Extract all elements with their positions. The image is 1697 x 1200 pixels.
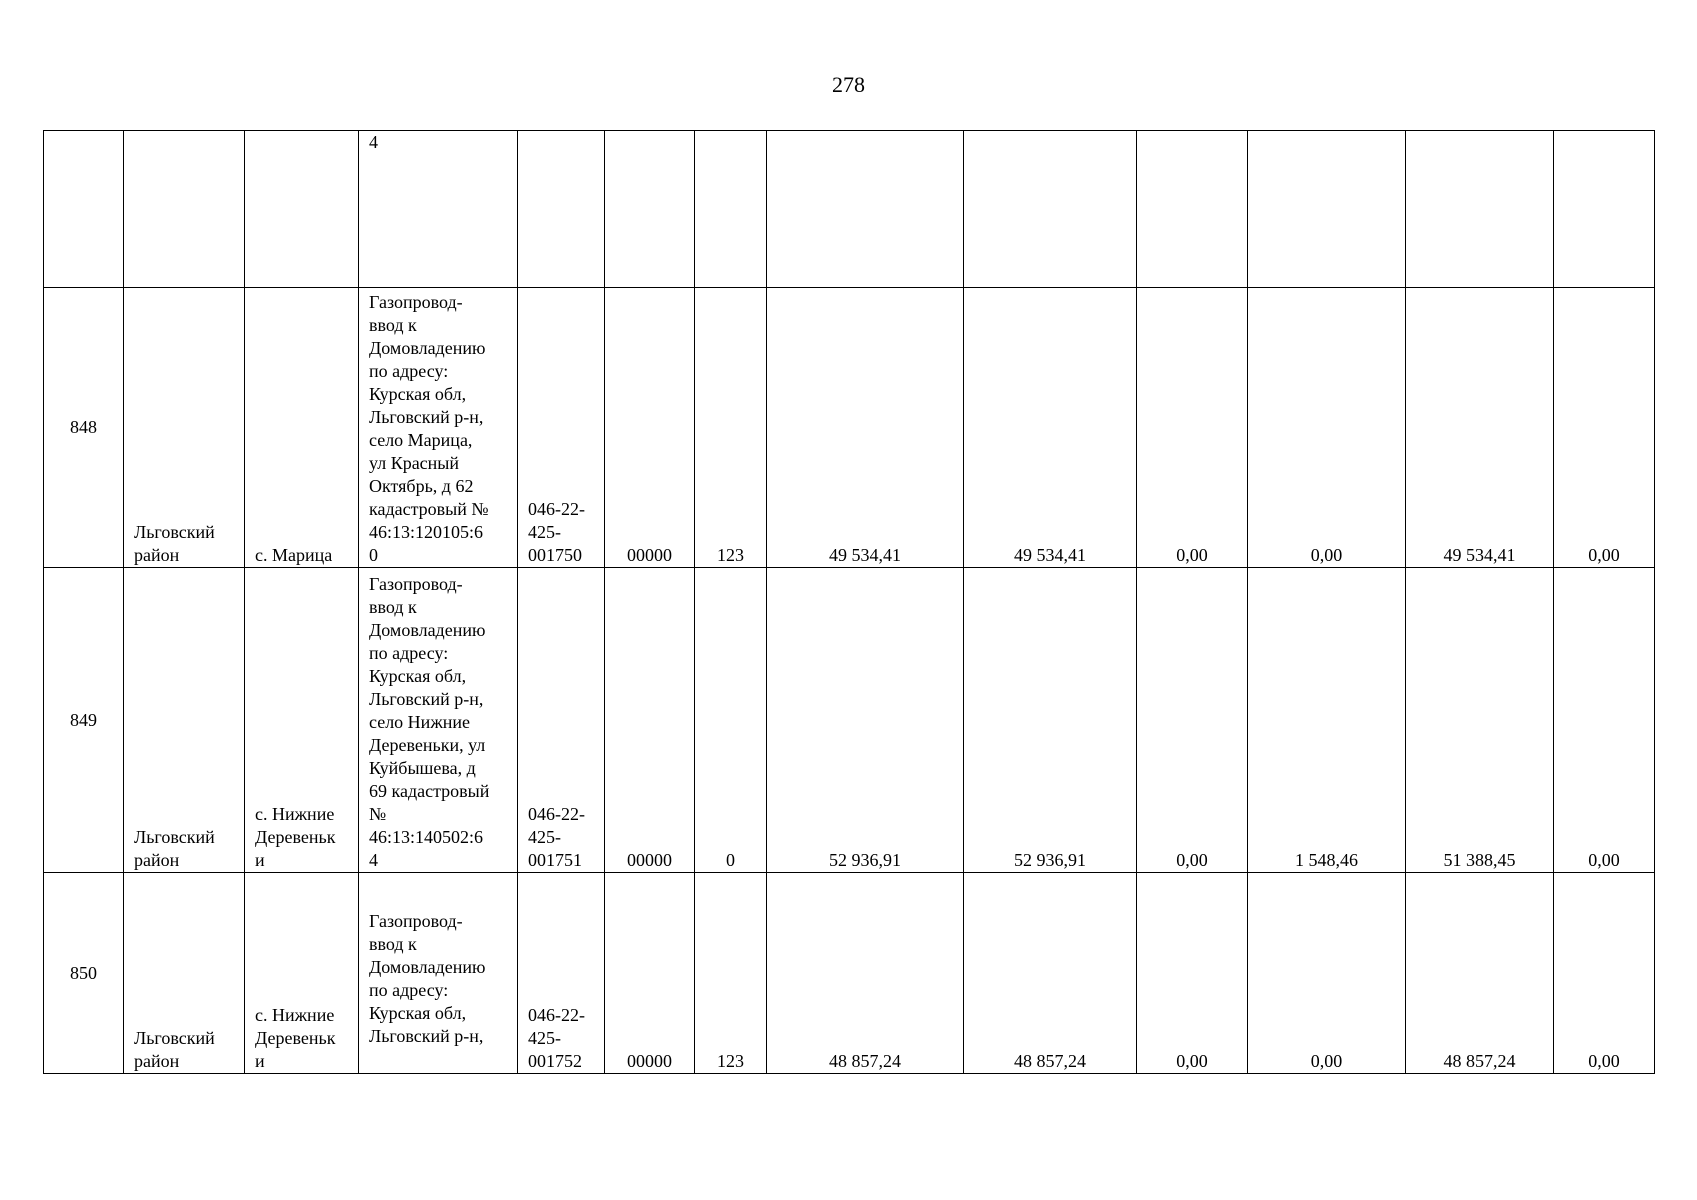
district-cell: Льговский район	[124, 288, 245, 568]
value-cell: 49 534,41	[1406, 288, 1554, 568]
row-number-cell: 848	[44, 288, 124, 568]
value-cell: 0,00	[1554, 873, 1655, 1074]
value-cell: 52 936,91	[964, 568, 1137, 873]
table-row	[44, 873, 1655, 1074]
inventory-number-cell: 046-22- 425- 001752	[518, 873, 605, 1074]
code-cell	[605, 131, 695, 288]
count-cell: 123	[695, 288, 767, 568]
value-cell: 0,00	[1554, 288, 1655, 568]
value-cell: 0,00	[1248, 873, 1406, 1074]
registry-table	[43, 130, 1655, 1074]
value-cell: 48 857,24	[1406, 873, 1554, 1074]
value-cell: 52 936,91	[767, 568, 964, 873]
value-cell	[767, 131, 964, 288]
count-cell: 123	[695, 873, 767, 1074]
district-cell: Льговский район	[124, 873, 245, 1074]
table-row	[44, 288, 1655, 568]
value-cell	[1406, 131, 1554, 288]
locality-cell: с. Марица	[245, 288, 359, 568]
locality-cell	[245, 131, 359, 288]
locality-cell: с. Нижние Деревеньк и	[245, 568, 359, 873]
table-row	[44, 568, 1655, 873]
value-cell: 51 388,45	[1406, 568, 1554, 873]
row-number-cell: 850	[44, 873, 124, 1074]
value-cell: 49 534,41	[767, 288, 964, 568]
row-number-cell: 849	[44, 568, 124, 873]
count-cell	[695, 131, 767, 288]
value-cell	[1248, 131, 1406, 288]
value-cell: 49 534,41	[964, 288, 1137, 568]
description-cell: 4	[359, 131, 518, 288]
description-cell: Газопровод- ввод к Домовладению по адресу: Курская обл, Льговский р-н, село Марица, ул Красный Октябрь, д 62 кадастровый № 46:13:120105:6 0	[359, 288, 518, 568]
row-number-cell	[44, 131, 124, 288]
value-cell	[964, 131, 1137, 288]
count-cell: 0	[695, 568, 767, 873]
value-cell: 48 857,24	[767, 873, 964, 1074]
value-cell: 48 857,24	[964, 873, 1137, 1074]
code-cell: 00000	[605, 288, 695, 568]
value-cell: 0,00	[1137, 288, 1248, 568]
code-cell: 00000	[605, 873, 695, 1074]
table-row	[44, 131, 1655, 288]
value-cell: 0,00	[1137, 568, 1248, 873]
value-cell: 0,00	[1554, 568, 1655, 873]
value-cell	[1554, 131, 1655, 288]
page-number: 278	[832, 72, 865, 97]
inventory-number-cell	[518, 131, 605, 288]
value-cell: 1 548,46	[1248, 568, 1406, 873]
description-cell	[359, 873, 518, 1074]
district-cell	[124, 131, 245, 288]
description-text: Газопровод- ввод к Домовладению по адресу: Курская обл, Льговский р-н,	[369, 911, 486, 1046]
locality-cell: с. Нижние Деревеньк и	[245, 873, 359, 1074]
value-cell	[1137, 131, 1248, 288]
value-cell: 0,00	[1248, 288, 1406, 568]
district-cell: Льговский район	[124, 568, 245, 873]
inventory-number-cell: 046-22- 425- 001751	[518, 568, 605, 873]
code-cell: 00000	[605, 568, 695, 873]
inventory-number-cell: 046-22- 425- 001750	[518, 288, 605, 568]
description-cell: Газопровод- ввод к Домовладению по адресу: Курская обл, Льговский р-н, село Нижние Деревеньки, ул Куйбышева, д 69 кадастровый № 46:13:140502:6 4	[359, 568, 518, 873]
value-cell: 0,00	[1137, 873, 1248, 1074]
